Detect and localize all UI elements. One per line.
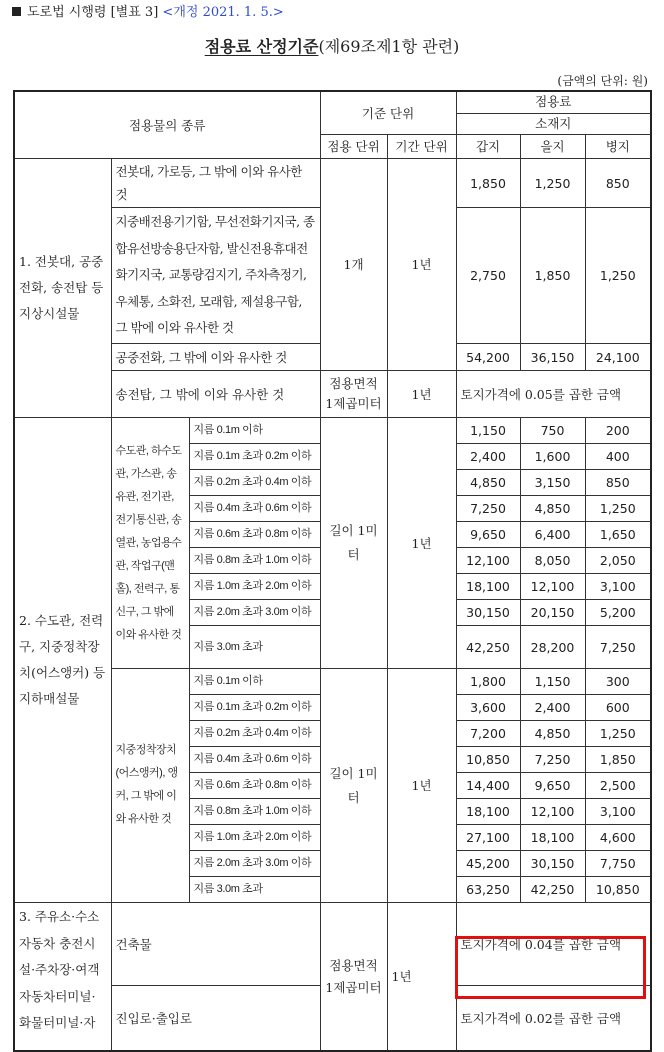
fee-c: 200 [585,418,651,444]
fee-a: 54,200 [456,344,520,371]
pipes-kind: 수도관, 하수도관, 가스관, 송유관, 전기관, 전기통신관, 송열관, 농업용수관, 작업구(맨홀), 전력구, 통신구, 그 밖에 이와 유사한 것 [111,418,189,669]
diameter-cond: 지름 0.4m 초과 0.6m 이하 [189,496,320,522]
fee-c: 850 [585,159,651,208]
header-grade-b: 을지 [520,135,585,159]
law-source: 도로법 시행령 [별표 3] [27,5,159,20]
fee-c: 7,250 [585,626,651,669]
section1-tower-item: 송전탑, 그 밖에 이와 유사한 것 [111,371,320,418]
header-grade-a: 갑지 [456,135,520,159]
diameter-cond: 지름 0.1m 이하 [189,418,320,444]
diameter-cond: 지름 0.1m 이하 [189,669,320,695]
fee-b: 3,150 [520,470,585,496]
fee-c: 400 [585,444,651,470]
header-period-unit: 기간 단위 [387,135,456,159]
fee-a: 7,200 [456,721,520,747]
fee-b: 30,150 [520,851,585,877]
section1-item: 공중전화, 그 밖에 이와 유사한 것 [111,344,320,371]
law-header [12,4,284,22]
section3-occupy-unit: 점용면적 1제곱미터 [320,903,387,1052]
fee-b: 18,100 [520,825,585,851]
fee-b: 12,100 [520,799,585,825]
fee-c: 24,100 [585,344,651,371]
fee-a: 3,600 [456,695,520,721]
title-main: 점용료 산정기준 [204,37,319,56]
header-standard-unit: 기준 단위 [320,91,456,135]
header-location: 소재지 [456,113,651,135]
fee-a: 10,850 [456,747,520,773]
fee-a: 18,100 [456,799,520,825]
fee-a: 1,150 [456,418,520,444]
fee-b: 20,150 [520,600,585,626]
header-fee: 점용료 [456,91,651,113]
title-sub: (제69조제1항 관련) [318,37,460,56]
diameter-cond: 지름 0.4m 초과 0.6m 이하 [189,747,320,773]
header-row [14,91,651,113]
anchors-period-unit: 1년 [387,669,456,903]
section3-item: 진입로·출입로 [111,986,320,1052]
section3-item: 건축물 [111,903,320,986]
fee-b: 42,250 [520,877,585,903]
fee-c: 300 [585,669,651,695]
fee-a: 1,800 [456,669,520,695]
fee-a: 27,100 [456,825,520,851]
fee-c: 10,850 [585,877,651,903]
fee-b: 2,400 [520,695,585,721]
pipes-occupy-unit: 길이 1미터 [320,418,387,669]
section1-item: 지중배전용기기함, 무선전화기지국, 종합유선방송용단자함, 발신전용휴대전화기지국, 교통량검지기, 주차측정기, 우체통, 소화전, 모래함, 제설용구함, 그 밖에 이와 유사한 것 [111,208,320,344]
fee-a: 18,100 [456,574,520,600]
fee-table [13,90,652,1052]
fee-c: 850 [585,470,651,496]
fee-a: 14,400 [456,773,520,799]
anchors-occupy-unit: 길이 1미터 [320,669,387,903]
fee-b: 1,150 [520,669,585,695]
fee-c: 1,250 [585,496,651,522]
section3-label: 3. 주유소·수소자동차 충전시설·주차장·여객자동차터미널·화물터미널·자 [14,903,111,1052]
header-kind: 점용물의 종류 [14,91,320,159]
section1-tower-occupy-unit: 점용면적 1제곱미터 [320,371,387,418]
fee-a: 9,650 [456,522,520,548]
square-bullet-icon [12,7,21,16]
diameter-cond: 지름 0.1m 초과 0.2m 이하 [189,695,320,721]
fee-a: 4,850 [456,470,520,496]
fee-a: 1,850 [456,159,520,208]
fee-b: 1,600 [520,444,585,470]
fee-a: 63,250 [456,877,520,903]
fee-c: 1,850 [585,747,651,773]
section1-period-unit: 1년 [387,159,456,371]
page-title [0,36,664,58]
fee-c: 1,650 [585,522,651,548]
fee-a: 30,150 [456,600,520,626]
fee-c: 1,250 [585,208,651,344]
section3-fee: 토지가격에 0.02를 곱한 금액 [456,986,651,1052]
diameter-cond: 지름 0.8m 초과 1.0m 이하 [189,799,320,825]
fee-b: 36,150 [520,344,585,371]
diameter-cond: 지름 3.0m 초과 [189,877,320,903]
fee-c: 2,050 [585,548,651,574]
unit-note: (금액의 단위: 원) [557,74,648,88]
diameter-cond: 지름 1.0m 초과 2.0m 이하 [189,574,320,600]
table-row [14,418,651,444]
fee-c: 7,750 [585,851,651,877]
section1-label: 1. 전봇대, 공중전화, 송전탑 등 지상시설물 [14,159,111,418]
fee-b: 1,850 [520,208,585,344]
diameter-cond: 지름 3.0m 초과 [189,626,320,669]
section1-tower-period-unit: 1년 [387,371,456,418]
fee-c: 1,250 [585,721,651,747]
section1-item: 전봇대, 가로등, 그 밖에 이와 유사한 것 [111,159,320,208]
fee-b: 4,850 [520,496,585,522]
fee-b: 6,400 [520,522,585,548]
table-row [14,903,651,986]
fee-b: 8,050 [520,548,585,574]
fee-a: 12,100 [456,548,520,574]
diameter-cond: 지름 0.1m 초과 0.2m 이하 [189,444,320,470]
diameter-cond: 지름 0.8m 초과 1.0m 이하 [189,548,320,574]
fee-b: 12,100 [520,574,585,600]
fee-a: 2,750 [456,208,520,344]
fee-b: 9,650 [520,773,585,799]
diameter-cond: 지름 0.6m 초과 0.8m 이하 [189,522,320,548]
fee-a: 45,200 [456,851,520,877]
section1-tower-fee: 토지가격에 0.05를 곱한 금액 [456,371,651,418]
fee-b: 7,250 [520,747,585,773]
fee-c: 4,600 [585,825,651,851]
table-row [14,159,651,208]
fee-a: 2,400 [456,444,520,470]
diameter-cond: 지름 1.0m 초과 2.0m 이하 [189,825,320,851]
fee-b: 750 [520,418,585,444]
header-occupy-unit: 점용 단위 [320,135,387,159]
fee-c: 3,100 [585,799,651,825]
fee-a: 42,250 [456,626,520,669]
header-grade-c: 병지 [585,135,651,159]
diameter-cond: 지름 2.0m 초과 3.0m 이하 [189,600,320,626]
section3-fee: 토지가격에 0.04를 곱한 금액 [456,903,651,986]
fee-c: 600 [585,695,651,721]
revision-link[interactable]: <개정 2021. 1. 5.> [162,5,284,20]
section1-occupy-unit: 1개 [320,159,387,371]
fee-b: 28,200 [520,626,585,669]
diameter-cond: 지름 2.0m 초과 3.0m 이하 [189,851,320,877]
pipes-period-unit: 1년 [387,418,456,669]
fee-c: 2,500 [585,773,651,799]
diameter-cond: 지름 0.6m 초과 0.8m 이하 [189,773,320,799]
fee-c: 3,100 [585,574,651,600]
diameter-cond: 지름 0.2m 초과 0.4m 이하 [189,721,320,747]
fee-c: 5,200 [585,600,651,626]
section2-label: 2. 수도관, 전력구, 지중정착장치(어스앵커) 등 지하매설물 [14,418,111,903]
fee-b: 1,250 [520,159,585,208]
anchors-kind: 지중정착장치(어스앵커), 앵커, 그 밖에 이와 유사한 것 [111,669,189,903]
section3-period-unit: 1년 [387,903,456,1052]
diameter-cond: 지름 0.2m 초과 0.4m 이하 [189,470,320,496]
fee-a: 7,250 [456,496,520,522]
fee-b: 4,850 [520,721,585,747]
